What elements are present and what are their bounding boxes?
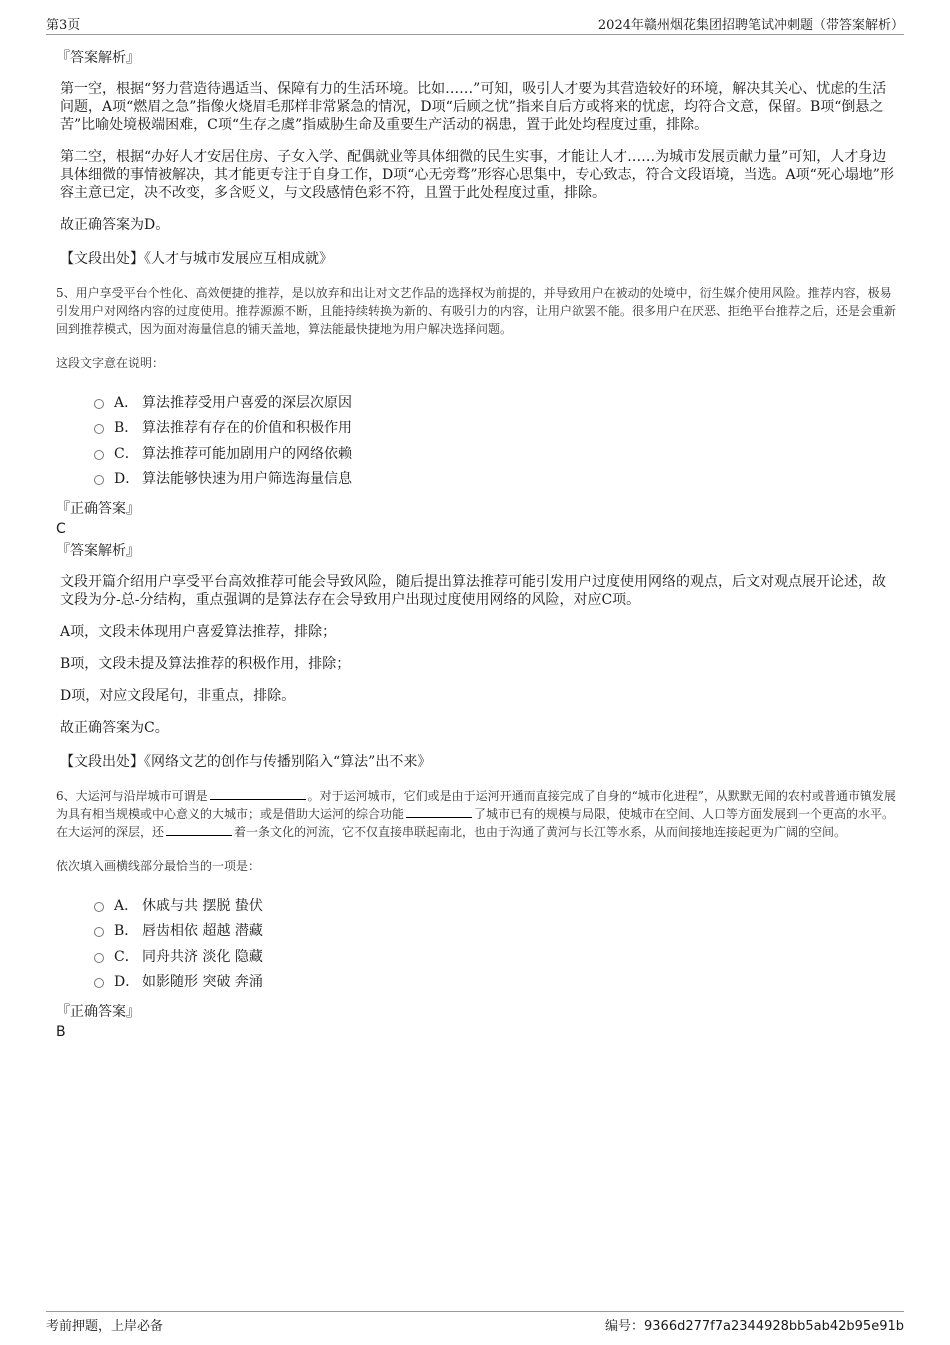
blank-line [406, 805, 472, 818]
q5-analysis-conclusion: 故正确答案为C。 [60, 720, 169, 736]
option-letter: C． [114, 445, 139, 462]
option-text: 算法推荐可能加剧用户的网络依赖 [142, 445, 352, 462]
blank-line [166, 823, 232, 836]
q5-analysis-para-4: D项，对应文段尾句，非重点，排除。 [60, 688, 296, 704]
document-title: 2024年赣州烟花集团招聘笔试冲刺题（带答案解析） [597, 18, 904, 33]
option-text: 同舟共济 淡化 隐藏 [142, 948, 263, 965]
option-letter: B． [114, 420, 139, 437]
page-footer [46, 1311, 904, 1334]
radio-icon[interactable] [94, 475, 104, 485]
q5-text: 5、用户享受平台个性化、高效便捷的推荐，是以放弃和出让对文艺作品的选择权为前提的，并导致用户在被动的处境中，衍生媒介使用风险。推荐内容，极易引发用户对网络内容的过度使用。推荐源源不断，且能持续转换为新的、有吸引力的内容，让用户欲罢不能。很多用户在厌恶、拒绝平台推荐之后，还是会重新回到推荐模式，因为面对海量信息的铺天盖地，算法能最快捷地为用户解决选择问题。 [56, 286, 897, 336]
q6-text-part-3: 了城市已有的规模与局限，使城市在空间、人口等方面发展到一个更高的水平。在大运河的深层，还 [56, 807, 895, 839]
document-body [56, 48, 896, 1044]
q6-options [94, 892, 896, 994]
q5-option-c[interactable] [94, 440, 896, 466]
q4-analysis-para-1: 第一空，根据“努力营造待遇适当、保障有力的生活环境。比如……”可知，吸引人才要为其营造较好的环境，解决其关心、忧虑的生活问题，A项“燃眉之急”指像火烧眉毛那样非常紧急的情况，D项“后顾之忧”指来自后方或将来的忧虑，均符合文意，保留。B项“倒悬之苦”比喻处境极端困难，C项“生存之虞”指威胁生命及重要生产活动的祸患，置于此处均程度过重，排除。 [60, 81, 887, 133]
q6-correct-label: 『正确答案』 [56, 1004, 140, 1020]
q5-option-b[interactable] [94, 415, 896, 441]
radio-icon[interactable] [94, 953, 104, 963]
q6-option-c[interactable] [94, 943, 896, 969]
q5-answer: C [56, 521, 66, 537]
q6-text-part-1: 6、大运河与沿岸城市可谓是 [56, 789, 208, 803]
footer-slogan: 考前押题，上岸必备 [46, 1319, 164, 1334]
page-header [46, 14, 904, 35]
q5-analysis-para-2: A项，文段未体现用户喜爱算法推荐，排除； [60, 624, 337, 640]
radio-icon[interactable] [94, 424, 104, 434]
footer-code [605, 1315, 904, 1334]
q5-option-a[interactable] [94, 389, 896, 415]
radio-icon[interactable] [94, 927, 104, 937]
q5-option-d[interactable] [94, 466, 896, 492]
q5-analysis-label: 『答案解析』 [56, 543, 140, 559]
q6-option-d[interactable] [94, 969, 896, 995]
q4-analysis-conclusion: 故正确答案为D。 [60, 217, 170, 233]
blank-line [210, 787, 306, 800]
q6-option-b[interactable] [94, 918, 896, 944]
footer-code-label: 编号： [605, 1319, 645, 1334]
radio-icon[interactable] [94, 450, 104, 460]
q5-analysis-para-3: B项，文段未提及算法推荐的积极作用，排除； [60, 656, 351, 672]
q6-answer: B [56, 1024, 66, 1040]
q5-correct-label: 『正确答案』 [56, 501, 140, 517]
q4-analysis-para-2: 第二空，根据“办好人才安居住房、子女入学、配偶就业等具体细微的民生实事，才能让人才……为城市发展贡献力量”可知，人才身边具体细微的事情被解决，其才能更专注于自身工作，D项“心无旁骛”形容心思集中，专心致志，符合文段语境，当选。A项“死心塌地”形容主意已定，决不改变，多含贬义，与文段感情色彩不符，且置于此处程度过重，排除。 [60, 149, 894, 201]
q4-source: 【文段出处】《人才与城市发展应互相成就》 [60, 251, 333, 267]
option-text: 唇齿相依 超越 潜藏 [142, 923, 263, 940]
q5-source: 【文段出处】《网络文艺的创作与传播别陷入“算法”出不来》 [60, 754, 432, 770]
page-number: 第3页 [46, 18, 81, 33]
q5-prompt: 这段文字意在说明： [56, 356, 165, 370]
q6-text [56, 787, 896, 841]
radio-icon[interactable] [94, 902, 104, 912]
option-text: 算法推荐有存在的价值和积极作用 [142, 420, 352, 437]
radio-icon[interactable] [94, 978, 104, 988]
q6-option-a[interactable] [94, 892, 896, 918]
radio-icon[interactable] [94, 399, 104, 409]
option-text: 算法推荐受用户喜爱的深层次原因 [142, 394, 352, 411]
option-letter: A． [114, 394, 139, 411]
q5-analysis-para-1: 文段开篇介绍用户享受平台高效推荐可能会导致风险，随后提出算法推荐可能引发用户过度使用网络的观点，后文对观点展开论述，故文段为分-总-分结构，重点强调的是算法存在会导致用户出现过度使用网络的风险，对应C项。 [60, 574, 886, 608]
option-letter: C． [114, 948, 139, 965]
q4-analysis-label: 『答案解析』 [56, 50, 140, 66]
option-text: 休戚与共 摆脱 蛰伏 [142, 897, 263, 914]
q6-text-part-2: 。对于运河城市，它们或是由于运河开通而直接完成了自身的“城市化进程”，从默默无闻的农村或普通市镇发展为具有相当规模或中心意义的大城市；或是借助大运河的综合功能 [56, 789, 896, 821]
option-letter: D． [114, 974, 140, 991]
option-letter: B． [114, 923, 139, 940]
q6-text-part-4: 着一条文化的河流，它不仅直接串联起南北，也由于沟通了黄河与长江等水系，从而间接地连接起更为广阔的空间。 [234, 825, 847, 839]
option-letter: A． [114, 897, 139, 914]
option-text: 如影随形 突破 奔涌 [142, 974, 263, 991]
q6-prompt: 依次填入画横线部分最恰当的一项是： [56, 859, 261, 873]
option-text: 算法能够快速为用户筛选海量信息 [142, 471, 352, 488]
footer-code-value: 9366d277f7a2344928bb5ab42b95e91b [644, 1319, 904, 1334]
option-letter: D． [114, 471, 140, 488]
q5-options [94, 389, 896, 491]
